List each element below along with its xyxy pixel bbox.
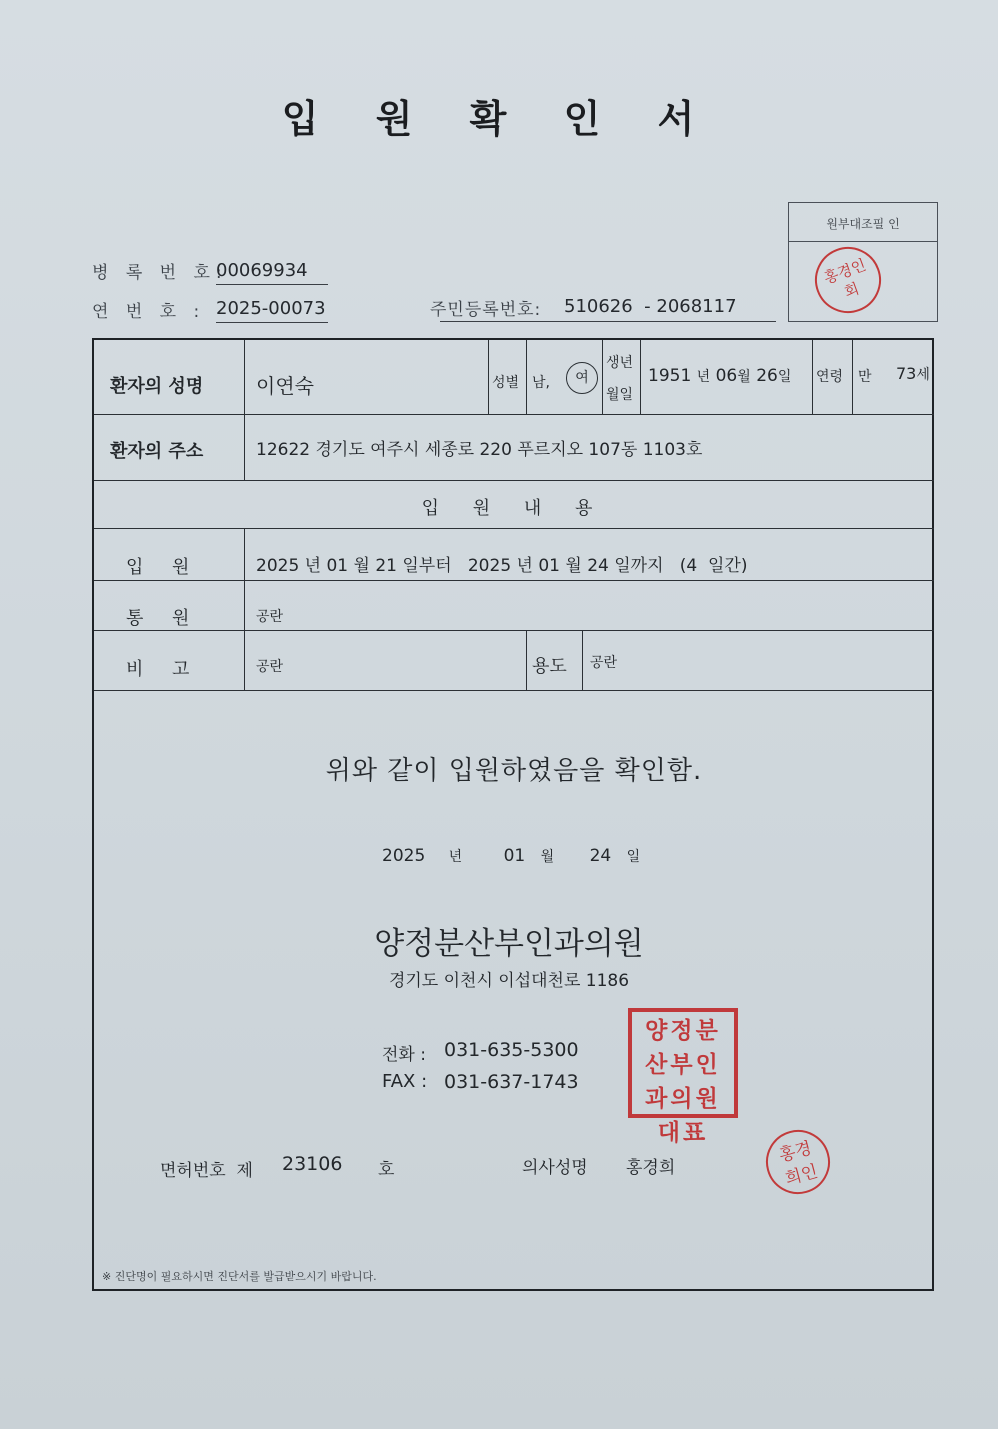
birth-date: 1951 년 06월 26일 <box>648 366 792 386</box>
admission-period: 2025 년 01 월 21 일부터 2025 년 01 월 24 일까지 (4 일간) <box>256 556 748 576</box>
approval-header: 원부대조필 인 <box>789 203 937 242</box>
ward-no-value: 00069934 <box>216 260 328 285</box>
hospital-name: 양정분산부인과의원 <box>374 926 644 962</box>
issue-date: 2025 년 01 월 24 일 <box>382 846 641 866</box>
note-label: 비 고 <box>126 659 190 680</box>
patient-address-label: 환자의 주소 <box>110 441 204 462</box>
patient-name-label: 환자의 성명 <box>110 376 204 397</box>
license-suffix: 호 <box>378 1160 395 1180</box>
sex-label: 성별 <box>492 375 520 391</box>
age-label: 연령 <box>816 369 844 385</box>
phone-label: 전화 : <box>382 1045 426 1065</box>
birth-label-2: 월일 <box>606 387 634 403</box>
hospital-address: 경기도 이천시 이섭대천로 1186 <box>388 971 630 991</box>
serial-no-label: 연 번 호 : <box>92 302 206 322</box>
document-title: 입 원 확 인 서 <box>281 97 717 141</box>
sex-male: 남, <box>532 375 550 391</box>
admission-label: 입 원 <box>126 557 190 578</box>
phone-number: 031-635-5300 <box>444 1039 579 1061</box>
serial-no-value: 2025-00073 <box>216 298 328 323</box>
use-value: 공란 <box>590 655 618 671</box>
use-label: 용도 <box>532 656 567 677</box>
license-number: 23106 <box>282 1153 343 1175</box>
ward-no-label: 병 록 번 호: <box>92 263 228 283</box>
approval-stamp: 홍경인 회 <box>806 238 891 323</box>
confirm-statement: 위와 같이 입원하였음을 확인함. <box>325 756 703 786</box>
resident-no-value: 510626 - 2068117 <box>440 296 776 322</box>
sex-female-circled: 여 <box>566 362 598 394</box>
doctor-seal: 홍경희인 <box>759 1123 837 1201</box>
age-value: 73세 <box>896 364 930 383</box>
patient-address: 12622 경기도 여주시 세종로 220 푸르지오 107동 1103호 <box>256 440 703 460</box>
note-value: 공란 <box>256 659 284 675</box>
outpatient-value: 공란 <box>256 609 284 625</box>
hospital-seal <box>628 1008 738 1146</box>
admission-table <box>92 338 934 1291</box>
hospital-seal-text: 양정분산부인과의원대표 <box>645 1018 721 1146</box>
doctor-name: 홍경희 <box>626 1158 676 1178</box>
resident-no-label: 주민등록번호: <box>430 300 542 320</box>
fax-label: FAX : <box>382 1071 428 1092</box>
doctor-label: 의사성명 <box>522 1158 588 1178</box>
age-prefix: 만 <box>858 369 872 385</box>
license-label: 면허번호 제 <box>160 1161 253 1181</box>
approval-box <box>788 202 938 322</box>
section-title: 입 원 내 용 <box>421 498 607 519</box>
footnote: ※ 진단명이 필요하시면 진단서를 발급받으시기 바랍니다. <box>102 1270 377 1283</box>
outpatient-label: 통 원 <box>126 608 190 629</box>
patient-name: 이연숙 <box>256 374 314 398</box>
birth-label-1: 생년 <box>606 355 634 371</box>
fax-number: 031-637-1743 <box>444 1071 579 1093</box>
